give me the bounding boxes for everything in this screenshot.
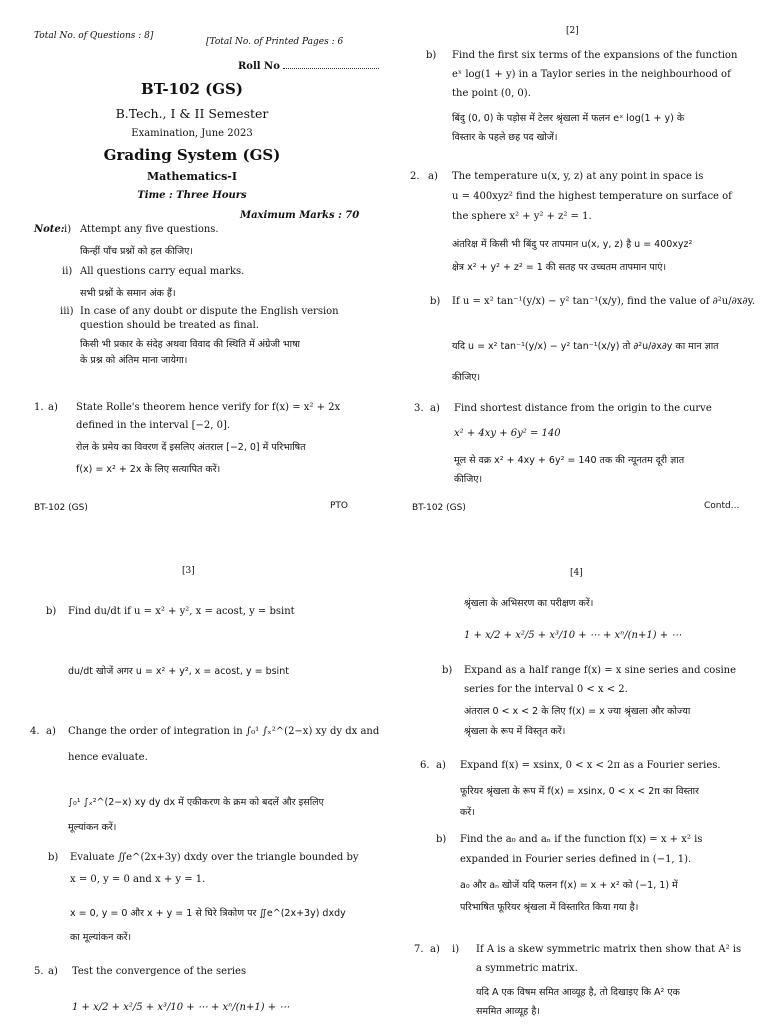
q5a-english: Test the convergence of the series [72, 966, 247, 977]
exam-session: Examination, June 2023 [131, 128, 253, 139]
total-questions: Total No. of Questions : 8] [34, 31, 154, 41]
q3b-english: Find du/dt if u = x² + y², x = acost, y = bsint [68, 606, 295, 617]
q1b-hindi-line2: विस्तार के पहले छह पद खोजें। [452, 132, 558, 143]
exam-page-4 [384, 512, 768, 1024]
note-2-hindi: सभी प्रश्नों के समान अंक हैं। [80, 288, 176, 299]
q3b-hindi: du/dt खोजें अगर u = x² + y², x = acost, y = bsint [68, 666, 289, 677]
q4a-hindi-line2: मूल्यांकन करें। [68, 822, 117, 833]
note-number: i) [64, 224, 72, 235]
q6a-hindi-line1: फूरियर श्रृंखला के रूप में f(x) = xsinx, 0 < x < 2π का विस्तार [460, 786, 700, 797]
question-part: b) [442, 665, 453, 676]
q4a-hindi-line1: ∫₀¹ ∫ₓ²^(2−x) xy dy dx में एकीकरण के क्रम को बदलें और इसलिए [68, 797, 324, 808]
question-subpart: i) [452, 944, 460, 955]
q2a-english-line1: The temperature u(x, y, z) at any point in space is [452, 171, 704, 182]
q2a-hindi-line1: अंतरिक्ष में किसी भी बिंदु पर तापमान u(x, y, z) है u = 400xyz² [452, 239, 693, 250]
question-part: a) [48, 966, 58, 977]
q4b-english-line1: Evaluate ∬e^(2x+3y) dxdy over the triangle bounded by [70, 852, 359, 863]
note-number: ii) [62, 266, 73, 277]
q6a-english: Expand f(x) = xsinx, 0 < x < 2π as a Fourier series. [460, 760, 721, 771]
question-part: b) [48, 852, 59, 863]
q5b-hindi-line1: अंतराल 0 < x < 2 के लिए f(x) = x ज्या श्रृंखला और कोज्या [464, 706, 691, 717]
exam-page-3 [0, 512, 384, 1024]
q4b-hindi-line2: का मूल्यांकन करें। [70, 932, 132, 943]
page-number: [4] [570, 568, 583, 578]
q4a-english-line2: hence evaluate. [68, 752, 148, 763]
q7ai-hindi-line1: यदि A एक विषम समित आव्यूह है, तो दिखाइए कि A² एक [476, 987, 680, 998]
q6a-hindi-line2: करें। [460, 807, 475, 818]
q2a-english-line2: u = 400xyz² find the highest temperature on surface of [452, 191, 732, 202]
q7ai-english-line1: If A is a skew symmetric matrix then show that A² is [476, 944, 742, 955]
note-2-english: All questions carry equal marks. [80, 266, 245, 277]
q2a-english-line3: the sphere x² + y² + z² = 1. [452, 211, 592, 222]
question-number: 2. [410, 171, 420, 182]
q2a-hindi-line2: क्षेत्र x² + y² + z² = 1 की सतह पर उच्चतम तापमान पाएं। [452, 262, 667, 273]
q1a-english-line2: defined in the interval [−2, 0]. [76, 420, 231, 431]
footer-code: BT-102 (GS) [412, 503, 466, 512]
footer-contd: Contd... [704, 501, 740, 511]
exam-page-1 [0, 0, 384, 512]
q6b-hindi-line1: a₀ और aₙ खोजें यदि फलन f(x) = x + x² को (−1, 1) में [460, 880, 678, 891]
page-number: [2] [566, 26, 579, 36]
note-1-english: Attempt any five questions. [80, 224, 219, 235]
note-3-english-line2: question should be treated as final. [80, 320, 259, 331]
q3a-english: Find shortest distance from the origin to the curve [454, 403, 712, 414]
note-label: Note: [34, 224, 65, 235]
question-number: 5. [34, 966, 44, 977]
time-allowed: Time : Three Hours [137, 190, 247, 201]
question-part: b) [426, 50, 437, 61]
page-number: [3] [182, 566, 195, 576]
q2b-hindi-line2: कीजिए। [452, 372, 481, 383]
q7ai-english-line2: a symmetric matrix. [476, 963, 578, 974]
question-part: a) [46, 726, 56, 737]
question-number: 6. [420, 760, 430, 771]
q3a-equation: x² + 4xy + 6y² = 140 [454, 428, 561, 439]
q1a-hindi-line2: f(x) = x² + 2x के लिए सत्यापित करें। [76, 464, 221, 475]
exam-page-2 [384, 0, 768, 512]
q1b-english-line2: eˣ log(1 + y) in a Taylor series in the neighbourhood of [452, 69, 731, 80]
question-part: b) [430, 296, 441, 307]
footer-pto: PTO [330, 501, 349, 511]
q3a-hindi-line2: कीजिए। [454, 474, 483, 485]
q6b-english-line1: Find the a₀ and aₙ if the function f(x) = x + x² is [460, 834, 703, 845]
q7ai-hindi-line2: सममित आव्यूह है। [476, 1006, 540, 1017]
total-printed-pages: [Total No. of Printed Pages : 6 [206, 37, 344, 47]
subject-title: Mathematics-I [146, 170, 237, 183]
q3a-hindi-line1: मूल से वक्र x² + 4xy + 6y² = 140 तक की न्यूनतम दूरी ज्ञात [454, 455, 685, 466]
q6b-hindi-line2: परिभाषित फूरियर श्रृंखला में विस्तारित किया गया है। [460, 902, 639, 913]
roll-no-label: Roll No [238, 59, 379, 72]
question-number: 7. [414, 944, 424, 955]
q6b-english-line2: expanded in Fourier series defined in (−1, 1). [460, 854, 692, 865]
note-3-hindi-line1: किसी भी प्रकार के संदेह अथवा विवाद की स्थिति में अंग्रेजी भाषा [80, 339, 301, 350]
question-number: 3. [414, 403, 424, 414]
q1b-english-line1: Find the first six terms of the expansions of the function [452, 50, 738, 61]
question-part: a) [48, 402, 58, 413]
q5a-series-repeat: 1 + x/2 + x²/5 + x³/10 + ⋯ + xⁿ/(n+1) + ⋯ [464, 630, 682, 641]
paper-code: BT-102 (GS) [141, 80, 243, 98]
q5b-english-line1: Expand as a half range f(x) = x sine series and cosine [464, 665, 737, 676]
maximum-marks: Maximum Marks : 70 [240, 210, 360, 221]
question-part: b) [436, 834, 447, 845]
note-3-english-line1: In case of any doubt or dispute the English version [80, 306, 339, 317]
question-part: a) [436, 760, 446, 771]
q2b-english: If u = x² tan⁻¹(y/x) − y² tan⁻¹(x/y), find the value of ∂²u/∂x∂y. [452, 296, 756, 307]
question-part: a) [430, 944, 440, 955]
question-part: a) [430, 403, 440, 414]
roll-no-blank [283, 59, 379, 69]
note-number: iii) [60, 306, 74, 317]
question-part: b) [46, 606, 57, 617]
question-number: 4. [30, 726, 40, 737]
q4b-hindi-line1: x = 0, y = 0 और x + y = 1 से घिरे त्रिकोण पर ∬e^(2x+3y) dxdy [70, 908, 346, 919]
q5a-hindi: श्रृंखला के अभिसरण का परीक्षण करें। [464, 598, 594, 609]
q4b-english-line2: x = 0, y = 0 and x + y = 1. [70, 874, 206, 885]
q1b-hindi-line1: बिंदु (0, 0) के पड़ोस में टेलर श्रृंखला में फलन eˣ log(1 + y) के [452, 113, 685, 124]
q1a-hindi-line1: रोल के प्रमेय का विवरण दें इसलिए अंतराल [−2, 0] में परिभाषित [76, 442, 306, 453]
q5b-hindi-line2: श्रृंखला के रूप में विस्तृत करें। [464, 726, 566, 737]
question-number: 1. [34, 402, 44, 413]
question-part: a) [428, 171, 438, 182]
note-3-hindi-line2: के प्रश्न को अंतिम माना जायेगा। [80, 355, 188, 366]
footer-code: BT-102 (GS) [34, 503, 88, 512]
q5a-series: 1 + x/2 + x²/5 + x³/10 + ⋯ + xⁿ/(n+1) + ⋯ [72, 1002, 290, 1013]
course-title: B.Tech., I & II Semester [115, 106, 269, 121]
q1a-english-line1: State Rolle's theorem hence verify for f(x) = x² + 2x [76, 402, 341, 413]
q1b-english-line3: the point (0, 0). [452, 88, 531, 99]
note-1-hindi: किन्हीं पाँच प्रश्नों को हल कीजिए। [80, 246, 194, 257]
grading-system: Grading System (GS) [103, 146, 281, 164]
q2b-hindi-line1: यदि u = x² tan⁻¹(y/x) − y² tan⁻¹(x/y) तो ∂²u/∂x∂y का मान ज्ञात [452, 341, 719, 352]
q5b-english-line2: series for the interval 0 < x < 2. [464, 684, 628, 695]
q4a-english-line1: Change the order of integration in ∫₀¹ ∫ₓ²^(2−x) xy dy dx and [68, 726, 380, 737]
